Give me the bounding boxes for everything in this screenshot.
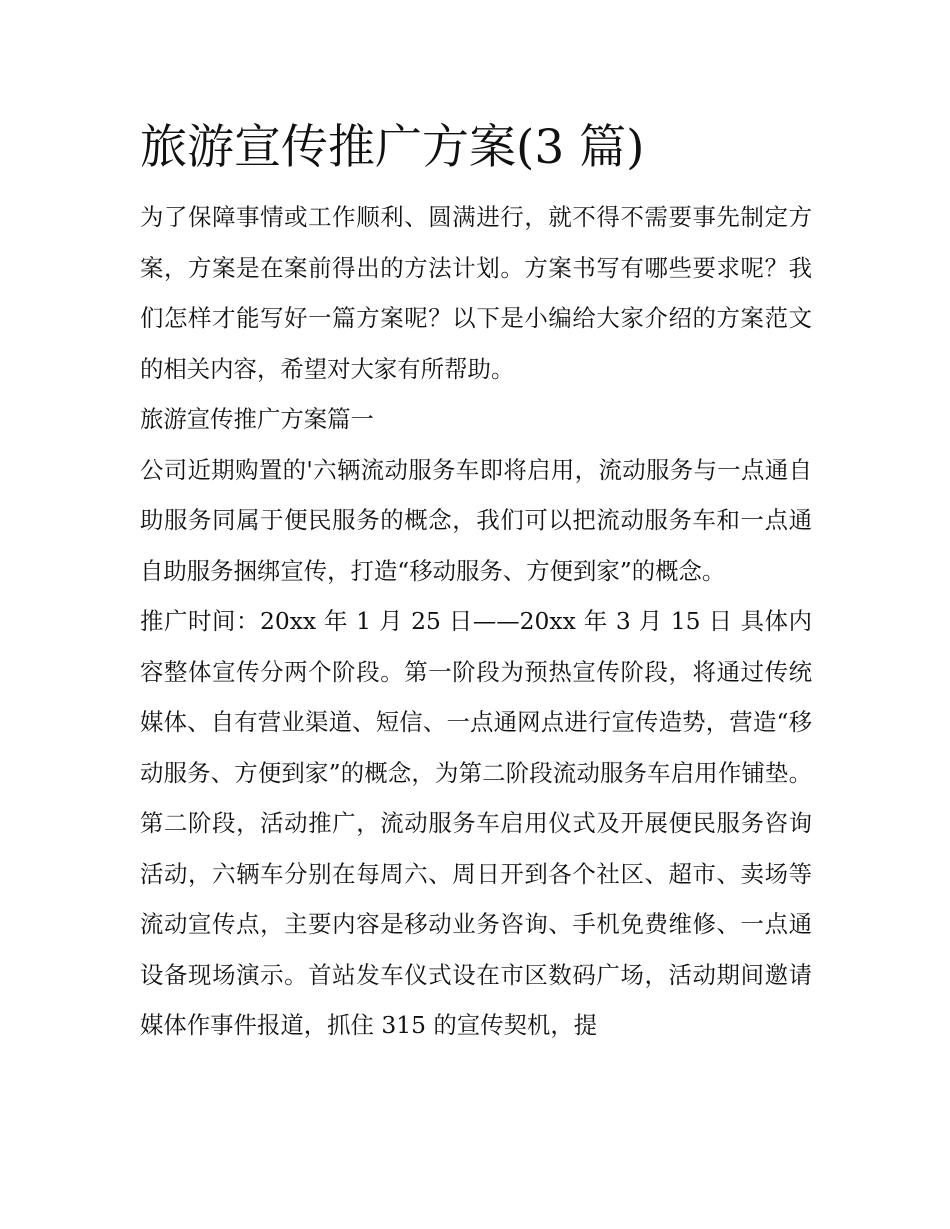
body-paragraph-1: 公司近期购置的'六辆流动服务车即将启用，流动服务与一点通自助服务同属于便民服务的概念，我们可以把流动服务车和一点通自助服务捆绑宣传，打造“移动服务、方便到家”的概念。	[140, 455, 812, 585]
document-page	[140, 116, 812, 1051]
intro-paragraph: 为了保障事情或工作顺利、圆满进行，就不得不需要事先制定方案，方案是在案前得出的方法计划。方案书写有哪些要求呢？我们怎样才能写好一篇方案呢？以下是小编给大家介绍的方案范文的相关内容，希望对大家有所帮助。	[140, 203, 812, 383]
document-title: 旅游宣传推广方案(3 篇)	[140, 120, 645, 175]
body-paragraph-2: 推广时间：20xx 年 1 月 25 日——20xx 年 3 月 15 日 具体内容整体宣传分两个阶段。第一阶段为预热宣传阶段，将通过传统媒体、自有营业渠道、短信、一点通网点进行宣传造势，营造“移动服务、方便到家”的概念，为第二阶段流动服务车启用作铺垫。第二阶段，活动推广，流动服务车启用仪式及开展便民服务咨询活动，六辆车分别在每周六、周日开到各个社区、超市、卖场等流动宣传点，主要内容是移动业务咨询、手机免费维修、一点通设备现场演示。首站发车仪式设在市区数码广场，活动期间邀请媒体作事件报道，抓住 315 的宣传契机，提	[140, 607, 812, 1039]
section-heading: 旅游宣传推广方案篇一	[140, 405, 374, 433]
